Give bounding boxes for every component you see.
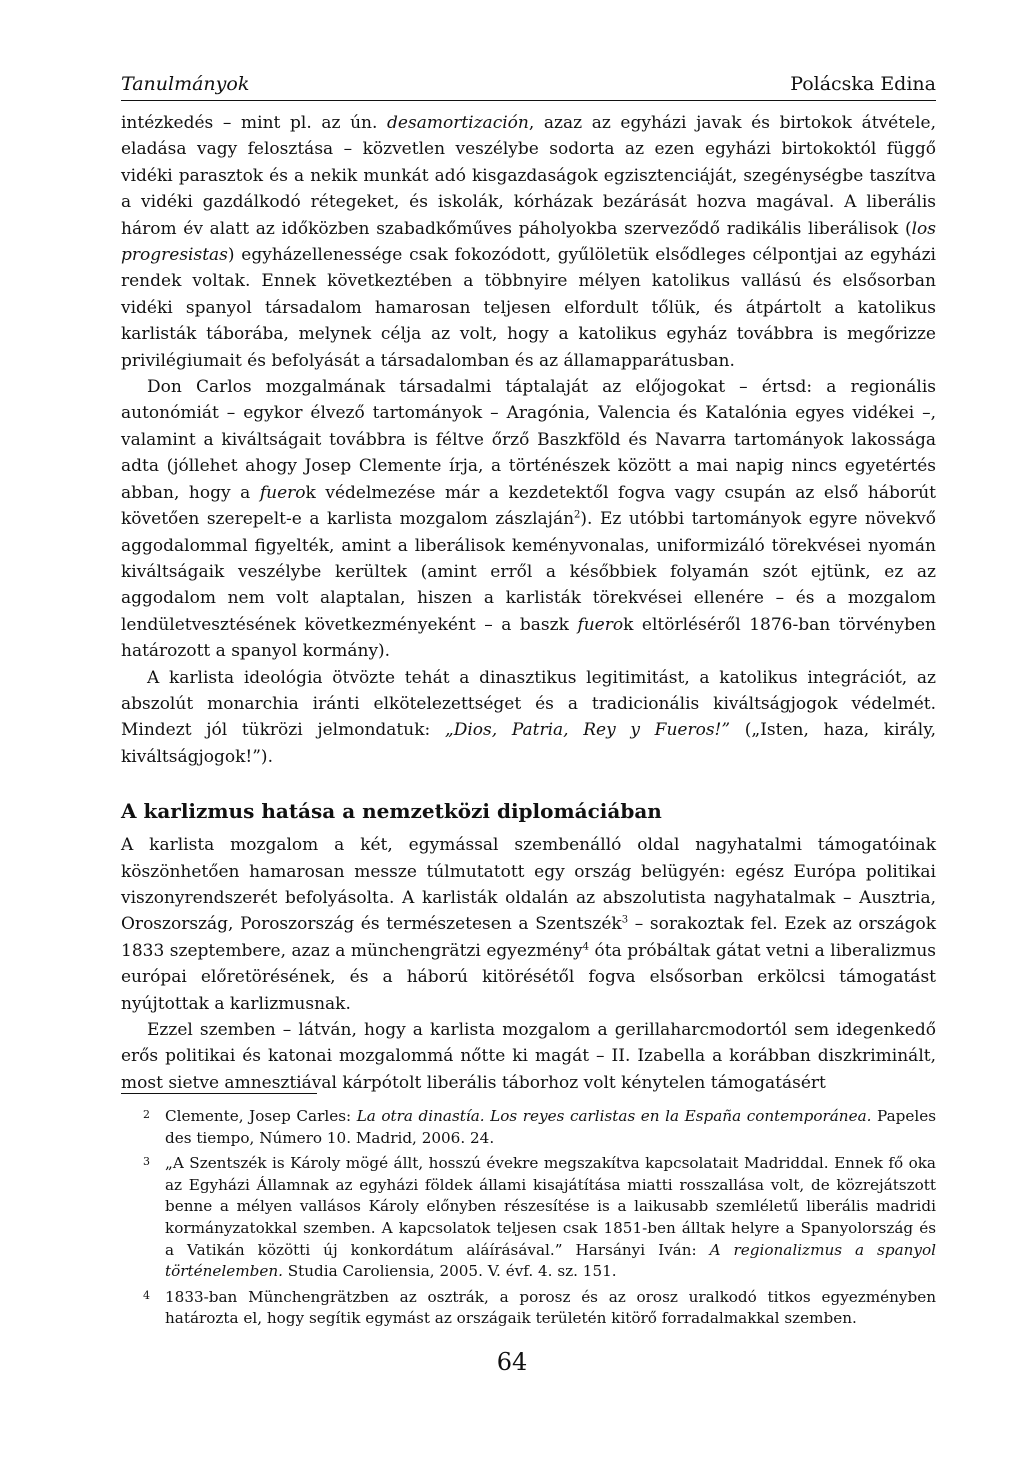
section-heading: A karlizmus hatása a nemzetközi diplomáciában bbox=[121, 799, 662, 824]
p1-term-desamortizacion: desamortización bbox=[387, 113, 529, 133]
footnote-2 bbox=[121, 1106, 936, 1149]
p4-text-c: óta próbáltak gátat vetni a liberalizmus európai előretörésének, és a háború kitörésétől fogva elsősorban erkölcsi támogatást nyújtottak a karlizmusnak. bbox=[121, 940, 936, 1014]
p2-text-a: Don Carlos mozgalmának társadalmi táptalaját az előjogokat – értsd: a regionális autonómiát – egykor élvező tartományok – Aragónia, Valencia és Katalónia egyes vidékei –, valamint a kiváltságait továbbra is féltve őrző Baszkföld és Navarra tartományok lakossága adta (jóllehet ahogy Josep Clemente írja, a történészek között a mai napig nincs egyetértés abban, hogy a bbox=[121, 377, 936, 503]
paragraph-1 bbox=[121, 110, 936, 374]
header-section-title: Tanulmányok bbox=[121, 73, 250, 95]
p2-term-fuero-2: fuero bbox=[577, 614, 624, 635]
main-text bbox=[121, 110, 936, 1096]
footnote-number: 4 bbox=[143, 1288, 150, 1302]
footnote-4 bbox=[121, 1287, 936, 1330]
footnote-number: 2 bbox=[143, 1108, 150, 1121]
p2-text-d: ). Ez utóbbi tartományok egyre növekvő aggodalommal figyelték, amint a liberálisok keményvonalas, uniformizáló törekvései nyomán kiváltságaik veszélybe kerültek (amint erről a későbbiek folyamán szót ejtünk, ez az aggodalom nem volt alaptalan, hiszen a karlisták törekvései ellenére – és a mozgalom lendületvesztésének következményeként – a baszk bbox=[121, 509, 936, 635]
p2-term-fuero: fuero bbox=[259, 482, 306, 503]
footnote-ref-3[interactable]: 3 bbox=[621, 914, 629, 926]
footnote-4-text: 1833-ban Münchengrätzben az osztrák, a porosz és az orosz uralkodó titkos egyezményben határozta el, hogy segítik egymást az országaik területén kitörő forradalmakkal szemben. bbox=[165, 1287, 936, 1328]
paragraph-4 bbox=[121, 832, 936, 1017]
footnote-ref-2[interactable]: 2 bbox=[574, 509, 581, 521]
p1-term-progresistas: los progresistas bbox=[121, 218, 936, 266]
page-number: 64 bbox=[496, 1348, 528, 1376]
footnote-3-text-c: Studia Caroliensia, 2005. V. évf. 4. sz. 151. bbox=[282, 1262, 617, 1281]
paragraph-3 bbox=[121, 665, 936, 771]
header-author: Polácska Edina bbox=[790, 73, 936, 95]
p4-text-b: – sorakoztak fel. Ezek az országok 1833 szeptembere, azaz a münchengrätzi egyezmény bbox=[121, 914, 936, 961]
footnote-2-title: La otra dinastía. Los reyes carlistas en la España contemporánea. bbox=[356, 1107, 872, 1125]
footnotes bbox=[121, 1106, 936, 1334]
p3-text-c: („Isten, haza, király, kiváltságjogok!”). bbox=[121, 720, 936, 767]
p2-text-f: k eltörléséről 1876-ban törvényben határozott a spanyol kormány). bbox=[121, 614, 936, 662]
p4-text-a: A karlista mozgalom a két, egymással szembenálló oldal nagyhatalmi támogatóinak köszönhetően hamarosan messze túlmutatott egy ország belügyén: egész Európa politikai viszonyrendszerét befolyásolta. A karlisták oldalán az abszolutista nagyhatalmak – Ausztria, Oroszország, Poroszország és természetesen a Szentszék bbox=[121, 835, 936, 935]
footnote-divider bbox=[121, 1093, 317, 1094]
p2-text-c: k védelmezése már a kezdetektől fogva vagy csupán az első háborút követően szerepelt-e a karlista mozgalom zászlaján bbox=[121, 482, 936, 530]
p1-text-c: , azaz az egyházi javak és birtokok átvétele, eladása vagy felosztása – közvetlen veszélybe sodorta az ezen egyházi birtokoktól függő vidéki parasztok és a nekik munkát adó kisgazdaságok egzisztenciáját, szegénységbe taszítva a vidéki gazdálkodó rétegeket, és iskolák, kórházak bezárását hozva magával. A liberális három év alatt az időközben szabadkőműves páholyokba szerveződő radikális liberálisok ( bbox=[121, 113, 937, 239]
footnote-2-text-c: Papeles des tiempo, Número 10. Madrid, 2006. 24. bbox=[165, 1107, 936, 1147]
paragraph-5: Ezzel szemben – látván, hogy a karlista mozgalom a gerillaharcmodortól sem idegenkedő erős politikai és katonai mozgalommá nőtte ki magát – II. Izabella a korábban diszkriminált, most sietve amnesztiával kárpótolt liberális táborhoz volt kénytelen támogatásért bbox=[121, 1020, 936, 1093]
p1-text-e: ) egyházellenessége csak fokozódott, gyűlöletük elsődleges célpontjai az egyházi rendek voltak. Ennek következtében a többnyire mélyen katolikus vallású és elsősorban vidéki spanyol társadalom hamarosan teljesen elfordult tőlük, és átpártolt a katolikus karlisták táborába, melynek célja az volt, hogy a katolikus egyház továbbra is megőrizze privilégiumait és befolyását a társadalomban és az államapparátusban. bbox=[121, 245, 936, 371]
running-header bbox=[121, 72, 936, 101]
footnote-number: 3 bbox=[143, 1155, 150, 1169]
p3-text-a: A karlista ideológia ötvözte tehát a dinasztikus legitimitást, a katolikus integrációt, az abszolút monarchia iránti elkötelezettséget és a tradicionális kiváltságjogok védelmét. Mindezt jól tükrözi jelmondatuk: bbox=[121, 667, 936, 741]
paragraph-2 bbox=[121, 374, 936, 664]
footnote-2-text-a: Clemente, Josep Carles: bbox=[165, 1107, 357, 1125]
p3-motto: „Dios, Patria, Rey y Fueros!” bbox=[444, 720, 731, 741]
p1-text-a: intézkedés – mint pl. az ún. bbox=[121, 113, 388, 133]
footnote-3 bbox=[121, 1153, 936, 1283]
footnote-3-title: A regionalizmus a spanyol történelemben. bbox=[165, 1240, 936, 1281]
footnote-3-text-a: „A Szentszék is Károly mögé állt, hosszú évekre megszakítva kapcsolatait Madriddal. Ennek fő oka az Egyházi Államnak az egyházi földek állami kisajátítása miatti rosszallása volt, de közrejátszott benne a mélyen vallásos Károly előnyben részesítése is a laikusabb szemléletű liberális madridi kormányzatokkal szemben. A kapcsolatok teljesen csak 1851-ben álltak helyre a Spanyolország és a Vatikán közötti új konkordátum aláírásával.” Harsányi Iván: bbox=[165, 1154, 936, 1259]
footnote-ref-4[interactable]: 4 bbox=[582, 941, 590, 953]
